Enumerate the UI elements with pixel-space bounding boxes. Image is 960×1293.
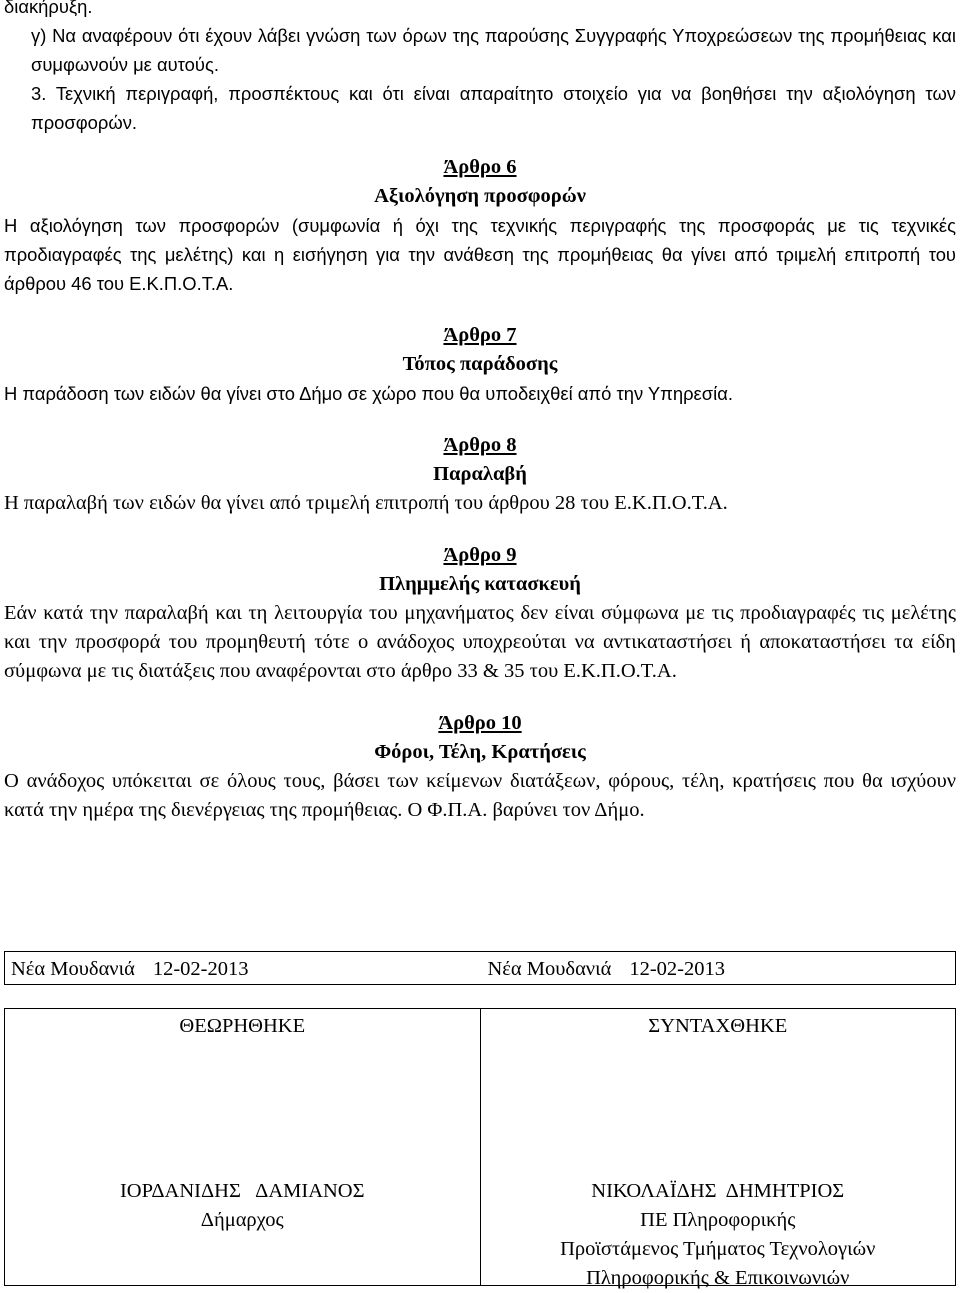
- article-9-body: Εάν κατά την παραλαβή και τη λειτουργία του μηχανήματος δεν είναι σύμφωνα με τις προδιαγραφές τις μελέτης και την προσφορά του προμηθευτή τότε ο ανάδοχος υποχρεούται να αντικαταστήσει ή αποκαταστήσει τα είδη σύμφωνα με τις διατάξεις που αναφέρονται στο άρθρο 33 & 35 του Ε.Κ.Π.Ο.Τ.Α.: [4, 602, 956, 682]
- article-6: [4, 153, 956, 298]
- signature-cell-left: [5, 1009, 481, 1285]
- intro-line: διακήρυξη.: [4, 0, 93, 17]
- article-9-title: Πλημμελής κατασκευή: [379, 573, 581, 595]
- article-8-number: Άρθρο 8: [443, 434, 517, 456]
- article-7-title: Τόπος παράδοσης: [402, 353, 558, 375]
- article-8-title: Παραλαβή: [433, 463, 527, 485]
- date-value-right: 12-02-2013: [629, 957, 725, 980]
- signature-cell-right: [481, 1009, 956, 1289]
- article-7-body: Η παράδοση των ειδών θα γίνει στο Δήμο σε χώρο που θα υποδειχθεί από την Υπηρεσία.: [4, 383, 733, 404]
- signatory-role-left: Δήμαρχος: [200, 1209, 284, 1231]
- article-8-body: Η παραλαβή των ειδών θα γίνει από τριμελή επιτροπή του άρθρου 28 του Ε.Κ.Π.Ο.Τ.Α.: [4, 492, 728, 514]
- date-place-left: Νέα Μουδανιά: [11, 957, 135, 980]
- signatory-name-left: ΙΟΡΔΑΝΙΔΗΣ ΔΑΜΙΑΝΟΣ: [119, 1180, 365, 1202]
- article-10: [4, 709, 956, 825]
- date-cell-right: [479, 952, 956, 984]
- signatory-dept-line-1: Προϊστάμενος Τμήματος Τεχνολογιών: [560, 1238, 876, 1260]
- article-9-number: Άρθρο 9: [443, 544, 517, 566]
- signature-status-right: ΣΥΝΤΑΧΘΗΚΕ: [648, 1015, 788, 1037]
- article-9: [4, 541, 956, 686]
- article-10-body: Ο ανάδοχος υπόκειται σε όλους τους, βάσει των κείμενων διατάξεων, φόρους, τέλη, κρατήσεις που θα ισχύουν κατά την ημέρα της διενέργειας της προμήθειας. Ο Φ.Π.Α. βαρύνει τον Δήμο.: [4, 770, 956, 821]
- intro-item-3: 3. Τεχνική περιγραφή, προσπέκτους και ότι είναι απαραίτητο στοιχείο για να βοηθήσει την αξιολόγηση των προσφορών.: [31, 83, 956, 133]
- signature-lines-right: [481, 1177, 956, 1293]
- article-6-title: Αξιολόγηση προσφορών: [374, 185, 586, 207]
- intro-item-g: γ) Να αναφέρουν ότι έχουν λάβει γνώση των όρων της παρούσης Συγγραφής Υποχρεώσεων της προμήθειας και συμφωνούν με αυτούς.: [31, 25, 956, 75]
- signature-lines-left: [5, 1177, 480, 1235]
- date-value-left: 12-02-2013: [152, 957, 249, 980]
- article-6-number: Άρθρο 6: [443, 156, 517, 178]
- signature-status-left: ΘΕΩΡΗΘΗΚΕ: [179, 1015, 306, 1037]
- signatory-role-right: ΠΕ Πληροφορικής: [640, 1209, 796, 1231]
- signatory-name-right: ΝΙΚΟΛΑΪΔΗΣ ΔΗΜΗΤΡΙΟΣ: [591, 1180, 845, 1202]
- article-6-body: Η αξιολόγηση των προσφορών (συμφωνία ή όχι της τεχνικής περιγραφής της προσφοράς με τις τεχνικές προδιαγραφές της μελέτης) και η εισήγηση για την ανάθεση της προμήθειας θα γίνει από τριμελή επιτροπή του άρθρου 46 του Ε.Κ.Π.Ο.Τ.Α.: [4, 215, 956, 294]
- signatory-dept-line-2: Πληροφορικής & Επικοινωνιών: [586, 1267, 850, 1289]
- date-cell-left: [5, 952, 479, 984]
- date-table: [4, 951, 956, 985]
- signature-table: [4, 1008, 956, 1289]
- article-10-number: Άρθρο 10: [438, 712, 522, 734]
- article-10-title: Φόροι, Τέλη, Κρατήσεις: [374, 741, 586, 763]
- article-7: [4, 321, 956, 408]
- date-place-right: Νέα Μουδανιά: [487, 957, 612, 980]
- article-7-number: Άρθρο 7: [443, 324, 517, 346]
- article-8: [4, 431, 956, 518]
- document-body: [4, 0, 956, 825]
